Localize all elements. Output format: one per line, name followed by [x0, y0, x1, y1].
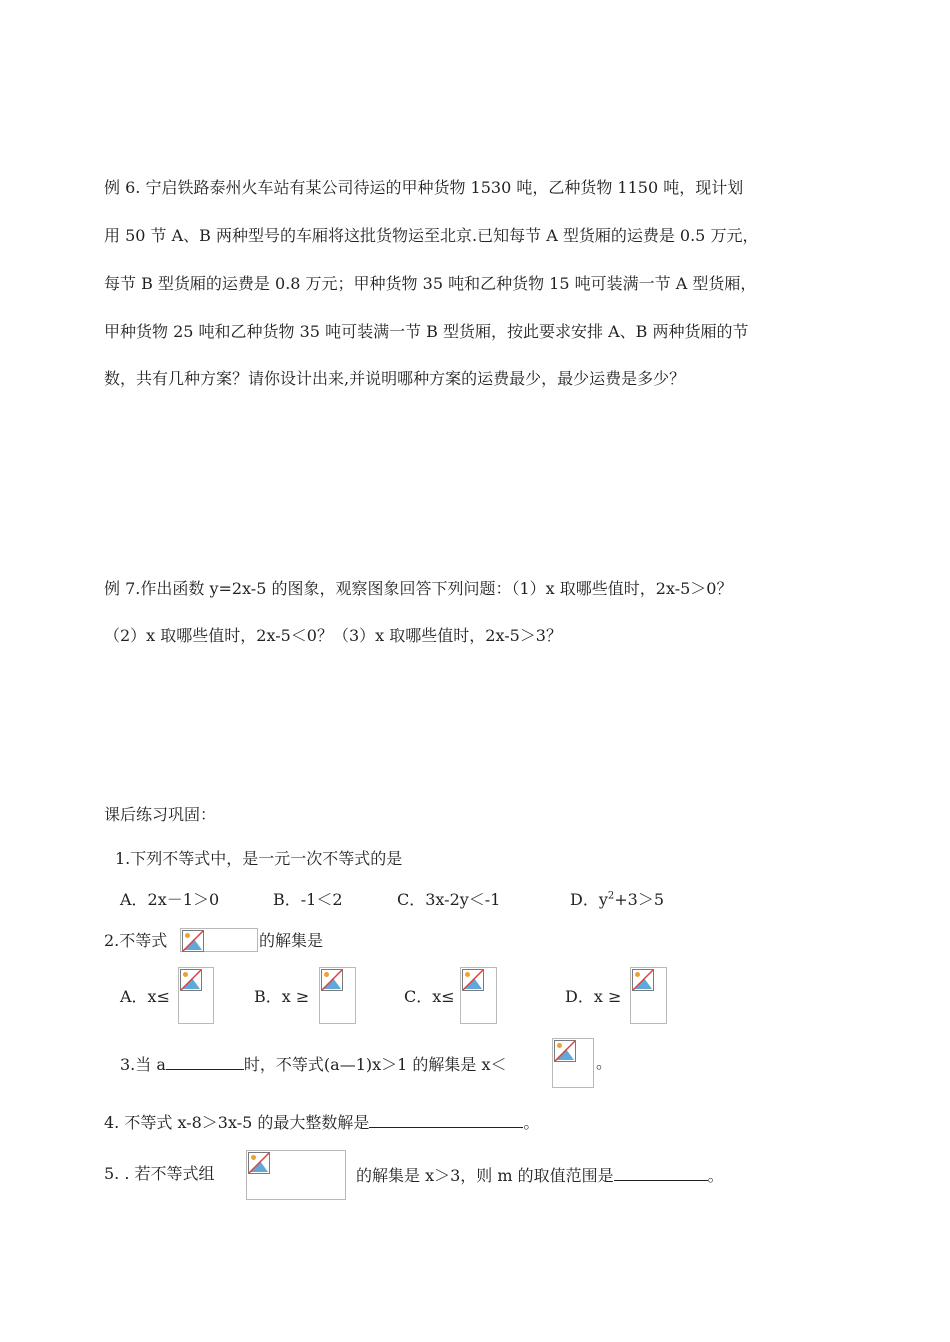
example6-line-5: 数，共有几种方案？请你设计出来,并说明哪种方案的运费最少，最少运费是多少？: [104, 369, 686, 388]
q2-option-d: D．x ≥: [565, 987, 622, 1006]
q1-option-a: A．2x－1＞0: [120, 890, 220, 909]
broken-image-icon: [319, 967, 356, 1024]
q3-end: 。: [596, 1053, 613, 1072]
example7-line-1: 例 7.作出函数 y=2x-5 的图象，观察图象回答下列问题：（1）x 取哪些值时，2x-5＞0？: [104, 579, 733, 598]
q1-option-b: B．-1＜2: [273, 890, 343, 909]
q3-text: 3.当 a 时，不等式(a—1)x＞1 的解集是 x＜: [120, 1055, 507, 1074]
broken-image-icon: [630, 967, 667, 1024]
broken-image-icon: [180, 928, 258, 952]
q2-option-c: C．x≤: [404, 987, 455, 1006]
example6-line-1: 例 6. 宁启铁路泰州火车站有某公司待运的甲种货物 1530 吨，乙种货物 1150 吨，现计划: [104, 178, 744, 197]
example6-line-3: 每节 B 型货厢的运费是 0.8 万元；甲种货物 35 吨和乙种货物 15 吨可装满一节 A 型货厢，: [104, 274, 757, 293]
q2-option-a: A．x≤: [120, 987, 170, 1006]
broken-image-icon: [460, 967, 497, 1024]
q1-option-c: C．3x-2y＜-1: [397, 890, 501, 909]
example6-line-4: 甲种货物 25 吨和乙种货物 35 吨可装满一节 B 型货厢，按此要求安排 A、B 两种货厢的节: [104, 322, 749, 341]
q2-stem-pre: 2.不等式: [104, 931, 168, 950]
q2-stem-post: 的解集是: [259, 931, 324, 950]
broken-image-icon: [178, 967, 214, 1024]
q2-option-b: B．x ≥: [254, 987, 310, 1006]
q1-option-d: D．$y^2+3>5$: [570, 890, 665, 909]
q5-rest: 的解集是 x＞3，则 m 的取值范围是 。: [356, 1166, 724, 1185]
broken-image-icon: [246, 1150, 346, 1200]
q1-stem: 1.下列不等式中，是一元一次不等式的是: [115, 849, 403, 868]
q5-pre: 5. . 若不等式组: [104, 1164, 215, 1183]
q4-text: 4. 不等式 x-8＞3x-5 的最大整数解是 。: [104, 1113, 540, 1132]
broken-image-icon: [552, 1038, 594, 1088]
example7-line-2: （2）x 取哪些值时，2x-5＜0？（3）x 取哪些值时，2x-5＞3？: [104, 626, 562, 645]
example6-line-2: 用 50 节 A、B 两种型号的车厢将这批货物运至北京.已知每节 A 型货厢的运费是 0.5 万元，: [104, 226, 759, 245]
practice-heading: 课后练习巩固：: [104, 805, 217, 824]
